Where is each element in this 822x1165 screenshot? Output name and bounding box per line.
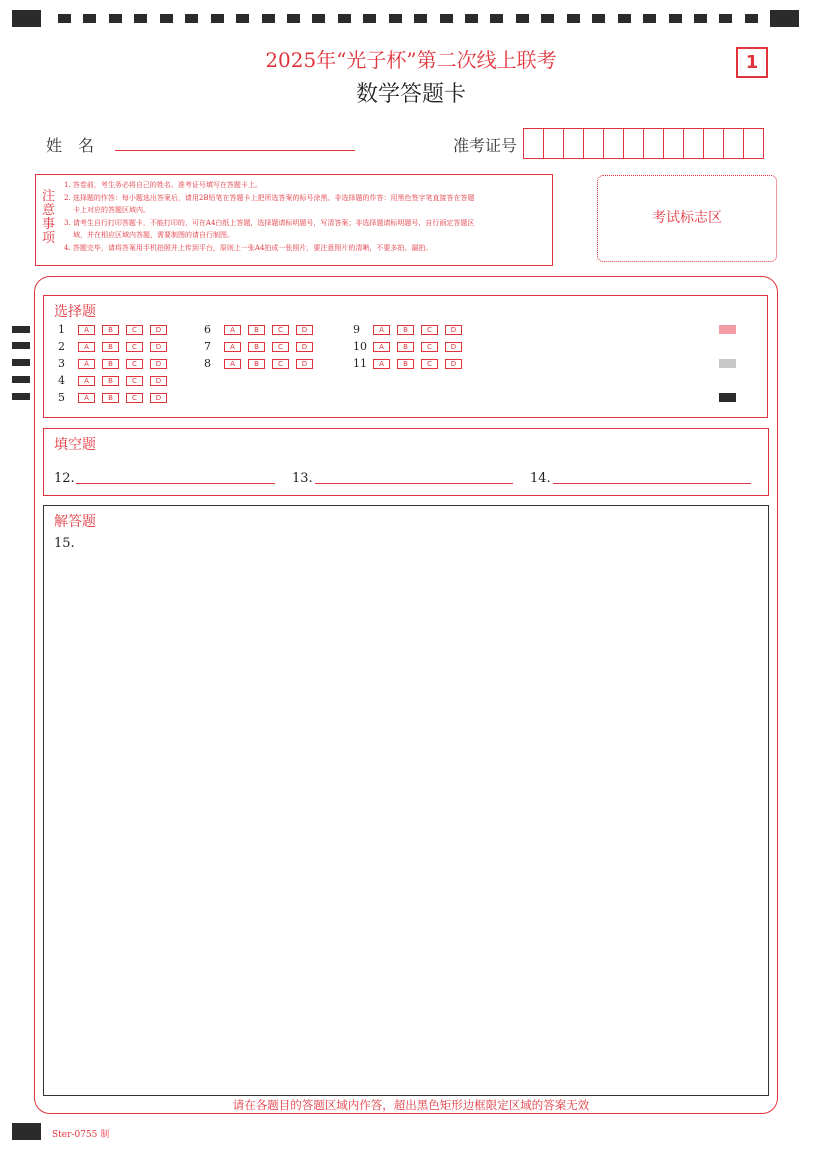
choice-options xyxy=(78,325,174,335)
choice-option-bubble[interactable]: C xyxy=(272,325,289,335)
choice-option-bubble[interactable]: A xyxy=(78,393,95,403)
answer-section[interactable] xyxy=(43,505,769,1096)
choice-option-bubble[interactable]: B xyxy=(102,325,119,335)
choice-option-bubble[interactable]: B xyxy=(248,342,265,352)
timing-dash xyxy=(262,14,275,23)
choice-question-number: 7 xyxy=(204,340,211,353)
choice-options xyxy=(224,359,320,369)
choice-option-bubble[interactable]: A xyxy=(78,359,95,369)
answer-section-title: 解答题 xyxy=(54,514,96,530)
choice-option-bubble[interactable]: C xyxy=(421,359,438,369)
fill-section xyxy=(43,428,769,496)
exam-number-box[interactable] xyxy=(543,128,564,159)
choice-option-bubble[interactable]: A xyxy=(224,342,241,352)
side-timing-mark xyxy=(12,342,30,349)
choice-option-bubble[interactable]: A xyxy=(373,342,390,352)
choice-options xyxy=(373,342,469,352)
timing-dash xyxy=(745,14,758,23)
choice-option-bubble[interactable]: D xyxy=(296,342,313,352)
timing-dash xyxy=(236,14,249,23)
choice-question-number: 6 xyxy=(204,323,211,336)
choice-option-bubble[interactable]: C xyxy=(272,342,289,352)
timing-dash xyxy=(643,14,656,23)
choice-option-bubble[interactable]: A xyxy=(78,376,95,386)
choice-question-number: 1 xyxy=(58,323,65,336)
name-input-line[interactable] xyxy=(115,150,355,151)
choice-option-bubble[interactable]: B xyxy=(102,393,119,403)
color-mark-black xyxy=(719,393,736,402)
choice-options xyxy=(78,359,174,369)
timing-dash xyxy=(185,14,198,23)
notice-item: 域，并在相应区域内答题，需要制图的请自行制图。 xyxy=(73,231,234,239)
notice-label-char: 事 xyxy=(42,217,56,232)
choice-options xyxy=(78,393,174,403)
side-timing-mark xyxy=(12,376,30,383)
timing-dash xyxy=(312,14,325,23)
choice-option-bubble[interactable]: C xyxy=(126,325,143,335)
timing-dash xyxy=(618,14,631,23)
timing-dash xyxy=(541,14,554,23)
choice-question-number: 10 xyxy=(353,340,367,353)
choice-option-bubble[interactable]: B xyxy=(397,342,414,352)
fill-answer-line[interactable] xyxy=(553,483,751,484)
notice-item: 卡上对应的答题区域内。 xyxy=(73,206,150,214)
choice-option-bubble[interactable]: A xyxy=(373,359,390,369)
choice-options xyxy=(373,325,469,335)
side-timing-mark xyxy=(12,326,30,333)
choice-options xyxy=(78,342,174,352)
choice-option-bubble[interactable]: C xyxy=(126,342,143,352)
notice-label-char: 项 xyxy=(42,231,56,246)
choice-question-number: 9 xyxy=(353,323,360,336)
notice-item: 1. 答卷前，考生务必将自己的姓名、准考证号填写在答题卡上。 xyxy=(64,181,262,189)
choice-option-bubble[interactable]: D xyxy=(150,376,167,386)
choice-question-number: 2 xyxy=(58,340,65,353)
choice-question-number: 5 xyxy=(58,391,65,404)
choice-option-bubble[interactable]: A xyxy=(224,325,241,335)
timing-dash xyxy=(109,14,122,23)
choice-option-bubble[interactable]: B xyxy=(397,359,414,369)
fill-item-number: 14. xyxy=(530,471,551,486)
exam-number-label: 准考证号 xyxy=(453,136,518,155)
timing-bar xyxy=(58,14,758,23)
choice-option-bubble[interactable]: C xyxy=(421,325,438,335)
sheet-title: 数学答题卡 xyxy=(355,82,466,107)
choice-option-bubble[interactable]: B xyxy=(102,342,119,352)
choice-option-bubble[interactable]: B xyxy=(397,325,414,335)
choice-option-bubble[interactable]: D xyxy=(150,325,167,335)
exam-number-box[interactable] xyxy=(703,128,724,159)
color-mark-pink xyxy=(719,325,736,334)
name-label: 姓 名 xyxy=(46,136,95,155)
timing-dash xyxy=(592,14,605,23)
exam-mark-zone: 考试标志区 xyxy=(597,175,777,262)
choice-question-number: 3 xyxy=(58,357,65,370)
notice-label xyxy=(42,190,56,246)
notice-label-char: 注 xyxy=(42,189,56,204)
timing-dash xyxy=(338,14,351,23)
choice-option-bubble[interactable]: C xyxy=(126,393,143,403)
exam-title: 2025年“光子杯”第二次线上联考 xyxy=(265,48,557,72)
corner-mark-bottom-left xyxy=(12,1123,41,1140)
choice-option-bubble[interactable]: D xyxy=(445,359,462,369)
side-timing-mark xyxy=(12,359,30,366)
exam-number-box[interactable] xyxy=(683,128,704,159)
choice-option-bubble[interactable]: A xyxy=(78,325,95,335)
timing-dash xyxy=(490,14,503,23)
timing-dash xyxy=(83,14,96,23)
sheet-code: Ster-0755 制 xyxy=(52,1130,110,1140)
exam-number-box[interactable] xyxy=(623,128,644,159)
exam-number-box[interactable] xyxy=(523,128,544,159)
choice-options xyxy=(224,342,320,352)
timing-dash xyxy=(134,14,147,23)
timing-dash xyxy=(160,14,173,23)
timing-dash xyxy=(440,14,453,23)
choice-option-bubble[interactable]: D xyxy=(445,325,462,335)
footer-note: 请在各题目的答题区域内作答，超出黑色矩形边框限定区域的答案无效 xyxy=(232,1098,590,1112)
choice-option-bubble[interactable]: D xyxy=(150,359,167,369)
exam-number-box[interactable] xyxy=(663,128,684,159)
notice-item: 2. 选择题的作答：每小题选出答案后，请用2B铅笔在答题卡上把所选答案的标号涂黑。非选择题的作答：用黑色签字笔直接答在答题 xyxy=(64,193,475,202)
timing-dash xyxy=(414,14,427,23)
exam-number-box[interactable] xyxy=(563,128,584,159)
timing-dash xyxy=(363,14,376,23)
timing-dash xyxy=(211,14,224,23)
exam-number-boxes[interactable] xyxy=(524,128,764,159)
choice-option-bubble[interactable]: B xyxy=(248,359,265,369)
choice-option-bubble[interactable]: B xyxy=(102,376,119,386)
choice-options xyxy=(78,376,174,386)
choice-options xyxy=(373,359,469,369)
timing-dash xyxy=(719,14,732,23)
choice-option-bubble[interactable]: D xyxy=(150,342,167,352)
choice-option-bubble[interactable]: B xyxy=(248,325,265,335)
fill-answer-line[interactable] xyxy=(76,483,275,484)
choice-option-bubble[interactable]: D xyxy=(150,393,167,403)
side-timing-mark xyxy=(12,393,30,400)
timing-dash xyxy=(465,14,478,23)
choice-option-bubble[interactable]: A xyxy=(373,325,390,335)
notice-item: 3. 请考生自行打印答题卡，不能打印的，可在A4白纸上答题，选择题请标明题号，写清答案；非选择题请标明题号，自行画定答题区 xyxy=(64,218,475,227)
exam-number-box[interactable] xyxy=(603,128,624,159)
choice-option-bubble[interactable]: D xyxy=(296,359,313,369)
fill-section-title: 填空题 xyxy=(54,437,96,453)
page-number-badge: 1 xyxy=(736,47,768,78)
choice-option-bubble[interactable]: C xyxy=(421,342,438,352)
choice-option-bubble[interactable]: C xyxy=(126,359,143,369)
choice-option-bubble[interactable]: C xyxy=(126,376,143,386)
choice-option-bubble[interactable]: B xyxy=(102,359,119,369)
notice-label-char: 意 xyxy=(42,203,56,218)
notice-text xyxy=(64,179,548,254)
corner-mark-top-left xyxy=(12,10,41,27)
color-mark-gray xyxy=(719,359,736,368)
choice-option-bubble[interactable]: C xyxy=(272,359,289,369)
choice-question-number: 11 xyxy=(353,357,367,370)
choice-option-bubble[interactable]: D xyxy=(445,342,462,352)
choice-question-number: 8 xyxy=(204,357,211,370)
choice-question-number: 4 xyxy=(58,374,65,387)
timing-dash xyxy=(669,14,682,23)
choice-options xyxy=(224,325,320,335)
timing-dash xyxy=(694,14,707,23)
corner-mark-top-right xyxy=(770,10,799,27)
timing-dash xyxy=(516,14,529,23)
timing-dash xyxy=(287,14,300,23)
exam-number-box[interactable] xyxy=(643,128,664,159)
choice-option-bubble[interactable]: D xyxy=(296,325,313,335)
exam-number-box[interactable] xyxy=(743,128,764,159)
choice-option-bubble[interactable]: A xyxy=(224,359,241,369)
answer-question-number: 15. xyxy=(54,536,75,551)
timing-dash xyxy=(58,14,71,23)
fill-item-number: 12. xyxy=(54,471,75,486)
choice-section-title: 选择题 xyxy=(54,304,96,320)
exam-number-box[interactable] xyxy=(723,128,744,159)
choice-option-bubble[interactable]: A xyxy=(78,342,95,352)
notice-item: 4. 答题完毕，请将答案用手机拍照并上传到平台，原则上一张A4拍成一张照片，要注意照片的清晰，不要多拍、漏拍。 xyxy=(64,243,433,252)
timing-dash xyxy=(389,14,402,23)
timing-dash xyxy=(567,14,580,23)
fill-item-number: 13. xyxy=(292,471,313,486)
fill-answer-line[interactable] xyxy=(315,483,513,484)
exam-number-box[interactable] xyxy=(583,128,604,159)
